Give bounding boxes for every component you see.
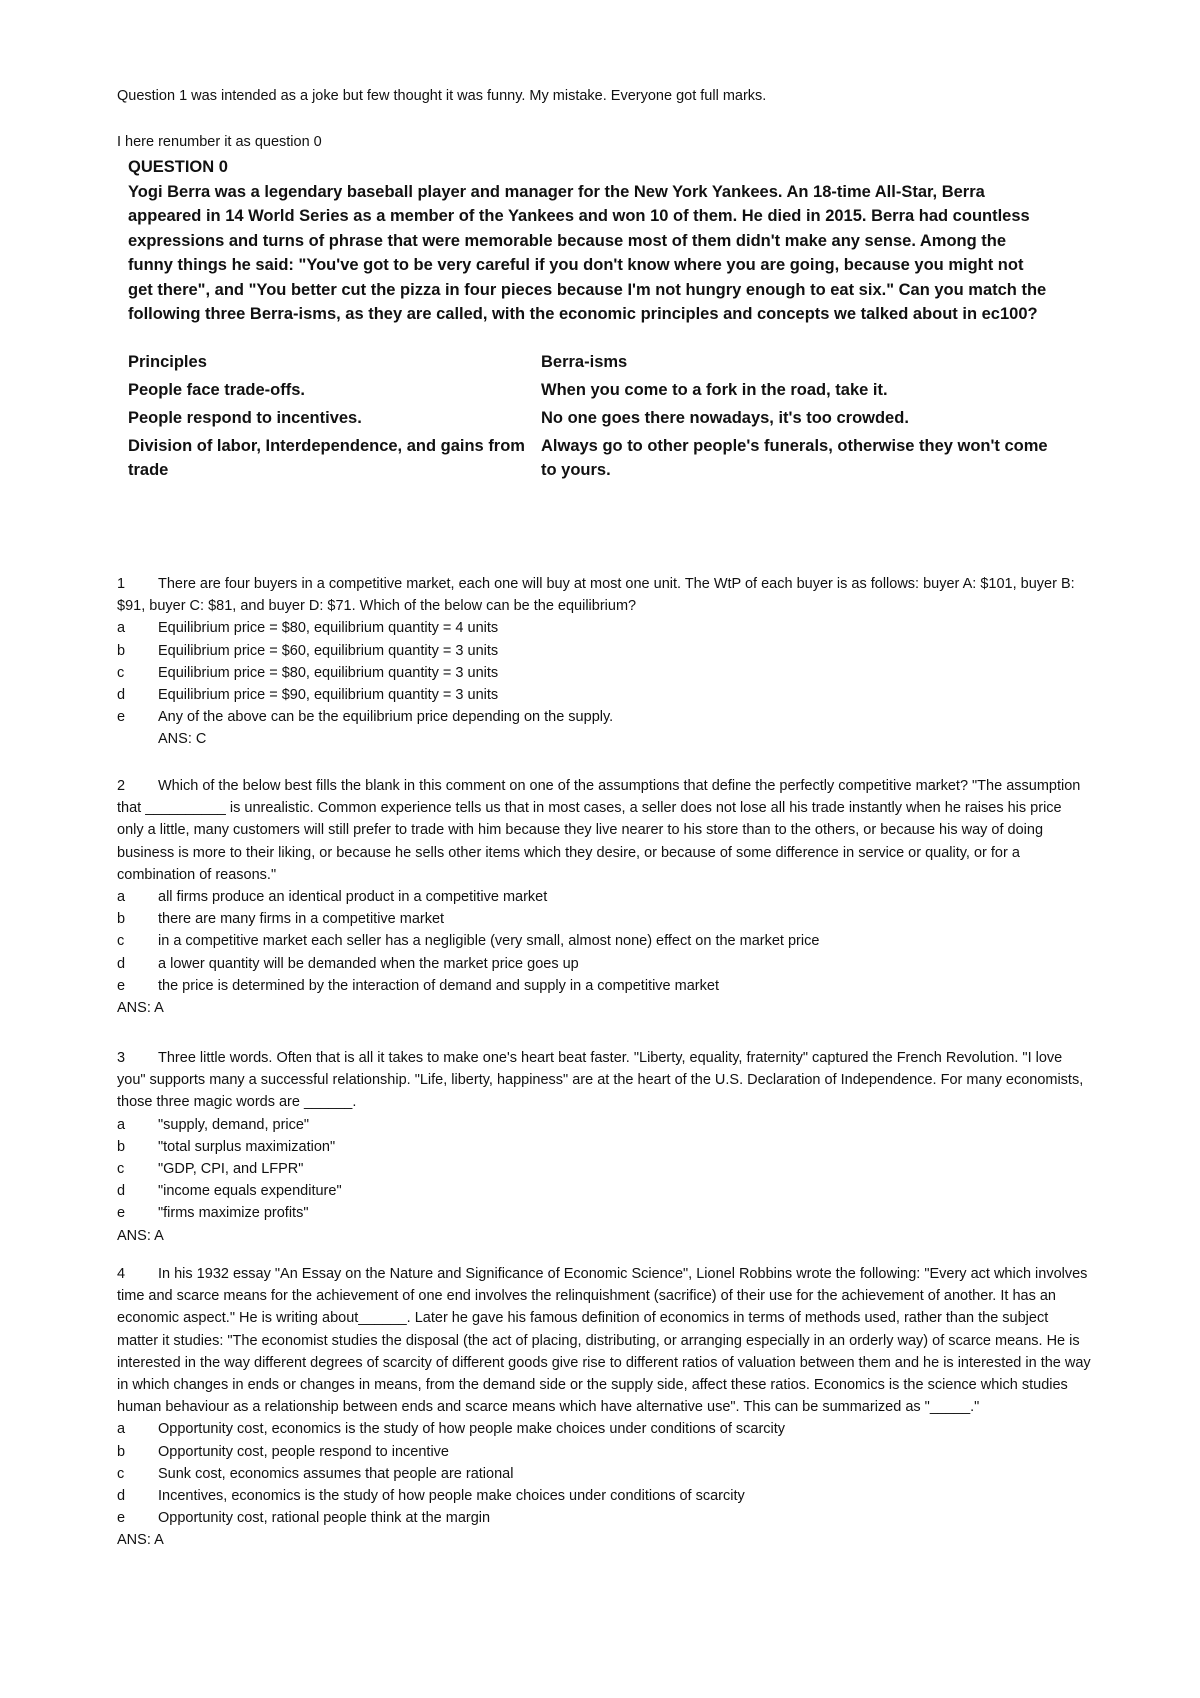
question-4-stem	[117, 1263, 1092, 1418]
principles-header: Principles	[128, 353, 207, 371]
answer-key: ANS: A	[117, 1532, 164, 1549]
answer-option	[117, 1136, 1092, 1158]
option-text: Any of the above can be the equilibrium price depending on the supply.	[158, 709, 614, 726]
option-text: "supply, demand, price"	[158, 1116, 310, 1133]
option-text: a lower quantity will be demanded when the market price goes up	[158, 955, 579, 972]
question-number: 1	[117, 576, 126, 592]
answer-key: ANS: C	[158, 731, 207, 748]
principle-cell: Division of labor, Interdependence, and gains from trade	[128, 437, 525, 479]
option-letter: e	[117, 1510, 126, 1527]
intro-note: Question 1 was intended as a joke but few thought it was funny. My mistake. Everyone got full marks.	[117, 88, 767, 104]
answer-option	[117, 975, 1092, 997]
option-letter: c	[117, 1161, 125, 1178]
option-text: "GDP, CPI, and LFPR"	[158, 1161, 304, 1178]
option-text: "firms maximize profits"	[158, 1205, 309, 1222]
question-2	[117, 775, 1092, 1019]
option-letter: c	[117, 933, 125, 950]
answer-option	[117, 640, 1092, 662]
option-text: Equilibrium price = $80, equilibrium quantity = 4 units	[158, 620, 499, 637]
question-text: There are four buyers in a competitive market, each one will buy at most one unit. The WtP of each buyer is as follows: buyer A: $101, buyer B: $91, buyer C: $81, and buyer D: $71. Which of the below can be the equilibrium?	[117, 576, 1075, 615]
answer-option	[117, 908, 1092, 930]
answer-option	[117, 1202, 1092, 1224]
answer-option	[117, 1180, 1092, 1202]
answer-key: ANS: A	[117, 1000, 164, 1017]
option-text: the price is determined by the interaction of demand and supply in a competitive market	[158, 977, 719, 994]
option-letter: b	[117, 911, 126, 928]
option-text: all firms produce an identical product in a competitive market	[158, 889, 548, 906]
option-text: Incentives, economics is the study of how people make choices under conditions of scarcity	[158, 1488, 745, 1505]
table-row	[128, 434, 1068, 482]
berra-ism-cell: No one goes there nowadays, it's too crowded.	[541, 409, 909, 427]
option-letter: c	[117, 664, 125, 681]
option-text: Opportunity cost, people respond to incentive	[158, 1443, 449, 1460]
option-text: Opportunity cost, rational people think at the margin	[158, 1510, 491, 1527]
question-number: 2	[117, 778, 126, 794]
answer-option	[117, 662, 1092, 684]
option-letter: a	[117, 1421, 126, 1438]
question-0-body: Yogi Berra was a legendary baseball player and manager for the New York Yankees. An 18-time All-Star, Berra appeared in 14 World Series as a member of the Yankees and won 10 of them. He died in 2015. Berra had countless expressions and turns of phrase that were memorable because most of them didn't make any sense. Among the funny things he said: "You've got to be very careful if you don't know where you are going, because you might not get there", and "You better cut the pizza in four pieces because I'm not hungry enough to eat six." Can you match the following three Berra-isms, as they are called, with the economic principles and concepts we talked about in ec100?	[128, 182, 1047, 323]
option-text: Equilibrium price = $80, equilibrium quantity = 3 units	[158, 664, 499, 681]
option-text: in a competitive market each seller has a negligible (very small, almost none) effect on the market price	[158, 933, 820, 950]
option-letter: d	[117, 687, 126, 704]
option-letter: b	[117, 1138, 126, 1155]
option-text: Equilibrium price = $60, equilibrium quantity = 3 units	[158, 642, 499, 659]
berra-ism-cell: When you come to a fork in the road, take it.	[541, 381, 888, 399]
berra-isms-header: Berra-isms	[541, 353, 628, 371]
option-letter: d	[117, 1488, 126, 1505]
answer-option	[117, 1463, 1092, 1485]
question-1-stem	[117, 573, 1092, 617]
answer-option	[117, 1114, 1092, 1136]
answer-option	[117, 1507, 1092, 1529]
question-4	[117, 1263, 1092, 1552]
answer-option	[117, 706, 1092, 728]
option-letter: e	[117, 709, 126, 726]
berra-ism-cell: Always go to other people's funerals, otherwise they won't come to yours.	[541, 437, 1048, 479]
option-letter: a	[117, 889, 126, 906]
principles-table-header	[128, 350, 1068, 374]
answer-option	[117, 930, 1092, 952]
option-letter: a	[117, 620, 126, 637]
option-text: Opportunity cost, economics is the study of how people make choices under conditions of scarcity	[158, 1421, 786, 1438]
option-text: Sunk cost, economics assumes that people are rational	[158, 1465, 514, 1482]
option-letter: b	[117, 642, 126, 659]
question-text: Three little words. Often that is all it takes to make one's heart beat faster. "Liberty, equality, fraternity" captured the French Revolution. "I love you" supports many a successful relationship. "Life, liberty, happiness" are at the heart of the U.S. Declaration of Independence. For many economists, those three magic words are ______.	[117, 1050, 1084, 1111]
option-text: "total surplus maximization"	[158, 1138, 336, 1155]
option-letter: c	[117, 1465, 125, 1482]
option-letter: d	[117, 955, 126, 972]
option-letter: d	[117, 1183, 126, 1200]
question-3-stem	[117, 1047, 1092, 1114]
option-text: there are many firms in a competitive market	[158, 911, 445, 928]
answer-option	[117, 1158, 1092, 1180]
answer-option	[117, 1418, 1092, 1440]
option-letter: a	[117, 1116, 126, 1133]
answer-option	[117, 684, 1092, 706]
option-letter: b	[117, 1443, 126, 1460]
question-1	[117, 573, 1092, 751]
answer-option	[117, 886, 1092, 908]
table-row	[128, 378, 1068, 402]
question-0	[128, 155, 1048, 327]
question-number: 3	[117, 1050, 126, 1066]
intro-renumber-note: I here renumber it as question 0	[117, 134, 322, 150]
principle-cell: People face trade-offs.	[128, 381, 305, 399]
question-text: Which of the below best fills the blank in this comment on one of the assumptions that define the perfectly competitive market? "The assumption that __________ is unrealistic. Common experience tells us that in most cases, a seller does not lose all his trade instantly when he raises his price only a little, many customers will still prefer to trade with him because they live nearer to his store than to the others, or because his way of doing business is more to their liking, or because he sells other items which they desire, or because of some difference in service or quality, or for a combination of reasons."	[117, 778, 1081, 883]
question-number: 4	[117, 1266, 126, 1282]
principles-table	[128, 350, 1068, 486]
question-0-heading: QUESTION 0	[128, 158, 228, 176]
option-text: "income equals expenditure"	[158, 1183, 342, 1200]
answer-key: ANS: A	[117, 1227, 164, 1244]
option-letter: e	[117, 977, 126, 994]
principle-cell: People respond to incentives.	[128, 409, 362, 427]
option-letter: e	[117, 1205, 126, 1222]
question-text: In his 1932 essay "An Essay on the Nature and Significance of Economic Science", Lionel Robbins wrote the following: "Every act which involves time and scarce means for the achievement of one end involves the relinquishment (sacrifice) of their use for the achievement of another. It has an economic aspect." He is writing about______. Later he gave his famous definition of economics in terms of methods used, rather than the subject matter it studies: "The economist studies the disposal (the act of placing, distributing, or arranging especially in an orderly way) of scarce means. He is interested in the way different degrees of scarcity of different goods give rise to different ratios of valuation between them and he is interested in the way in which changes in ends or changes in means, from the demand side or the supply side, affect these ratios. Economics is the science which studies human behaviour as a relationship between ends and scarce means which have alternative use". This can be summarized as "_____."	[117, 1266, 1091, 1416]
option-text: Equilibrium price = $90, equilibrium quantity = 3 units	[158, 687, 499, 704]
answer-option	[117, 953, 1092, 975]
answer-option	[117, 1441, 1092, 1463]
question-3	[117, 1047, 1092, 1247]
table-row	[128, 406, 1068, 430]
answer-option	[117, 617, 1092, 639]
question-2-stem	[117, 775, 1092, 886]
answer-option	[117, 1485, 1092, 1507]
